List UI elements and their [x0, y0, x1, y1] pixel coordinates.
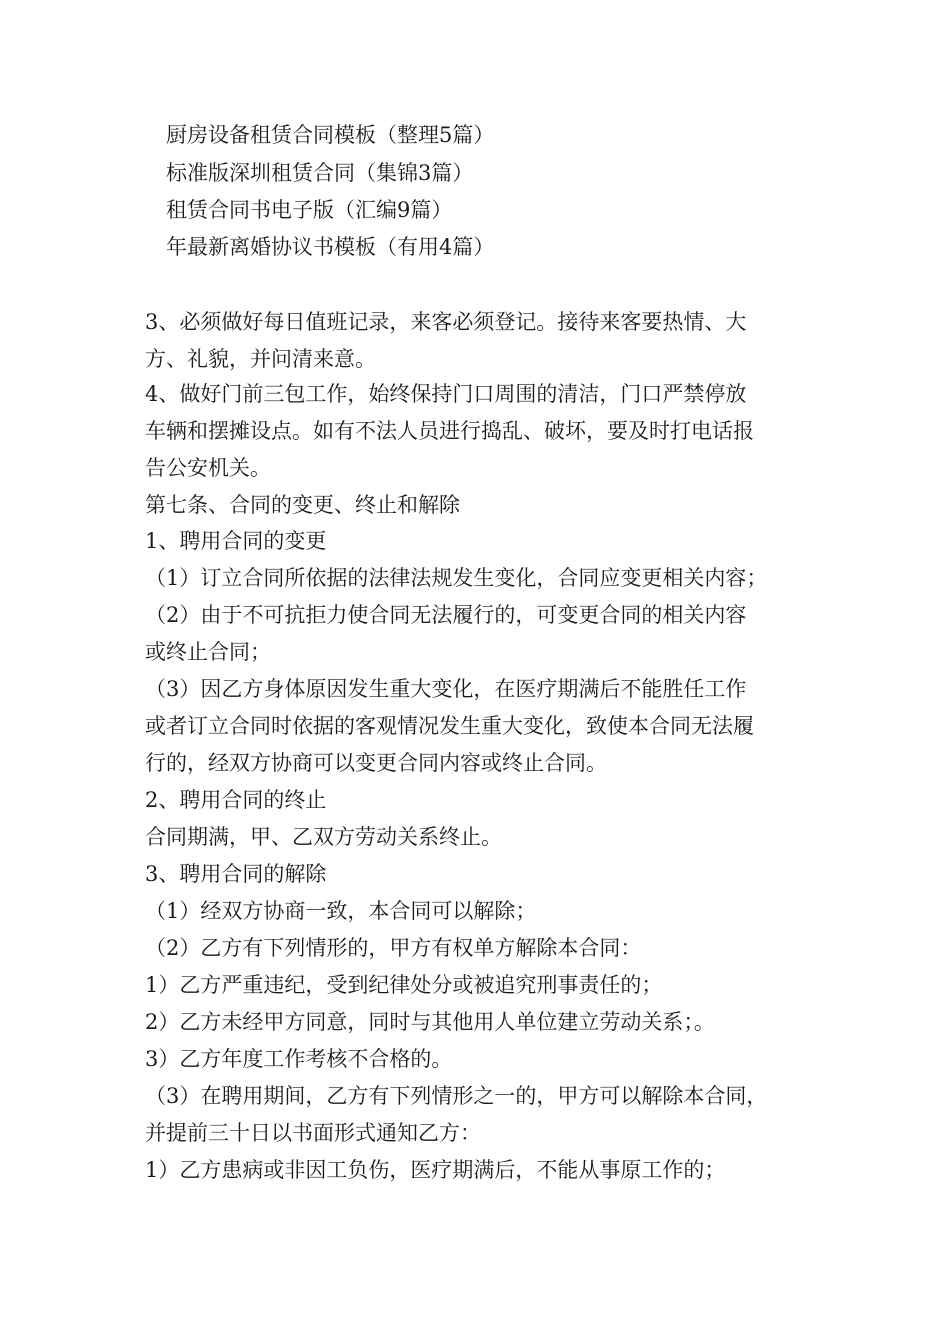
section-heading: 第七条、合同的变更、终止和解除	[145, 493, 460, 517]
body-line: 合同期满，甲、乙双方劳动关系终止。	[145, 825, 502, 849]
body-line: 3、必须做好每日值班记录，来客必须登记。接待来客要热情、大	[145, 310, 747, 334]
related-link-4[interactable]: 年最新离婚协议书模板（有用4篇）	[166, 235, 495, 259]
related-link-3[interactable]: 租赁合同书电子版（汇编9篇）	[166, 198, 453, 222]
body-line: 或终止合同；	[145, 640, 271, 664]
body-line: 1）乙方患病或非因工负伤，医疗期满后，不能从事原工作的；	[145, 1158, 726, 1182]
related-link-1[interactable]: 厨房设备租赁合同模板（整理5篇）	[166, 123, 495, 147]
body-line: 行的，经双方协商可以变更合同内容或终止合同。	[145, 751, 607, 775]
body-line: （1）订立合同所依据的法律法规发生变化，合同应变更相关内容；	[145, 566, 768, 590]
body-line: （2）乙方有下列情形的，甲方有权单方解除本合同：	[145, 936, 642, 960]
body-line: （2）由于不可抗拒力使合同无法履行的，可变更合同的相关内容	[145, 603, 747, 627]
body-line: 2）乙方未经甲方同意，同时与其他用人单位建立劳动关系；。	[145, 1010, 715, 1034]
body-line: 3、聘用合同的解除	[145, 862, 327, 886]
body-line: 告公安机关。	[145, 456, 271, 480]
body-line: （3）因乙方身体原因发生重大变化，在医疗期满后不能胜任工作	[145, 677, 747, 701]
body-line: （1）经双方协商一致，本合同可以解除；	[145, 899, 537, 923]
body-line: 1、聘用合同的变更	[145, 529, 327, 553]
related-link-2[interactable]: 标准版深圳租赁合同（集锦3篇）	[166, 161, 474, 185]
body-line: 3）乙方年度工作考核不合格的。	[145, 1047, 453, 1071]
body-line: （3）在聘用期间，乙方有下列情形之一的，甲方可以解除本合同，	[145, 1084, 768, 1108]
body-line: 2、聘用合同的终止	[145, 788, 327, 812]
body-line: 1）乙方严重违纪，受到纪律处分或被追究刑事责任的；	[145, 973, 663, 997]
body-line: 并提前三十日以书面形式通知乙方：	[145, 1121, 481, 1145]
body-line: 或者订立合同时依据的客观情况发生重大变化，致使本合同无法履	[145, 714, 754, 738]
body-line: 方、礼貌，并问清来意。	[145, 347, 376, 371]
body-line: 4、做好门前三包工作，始终保持门口周围的清洁，门口严禁停放	[145, 382, 747, 406]
body-line: 车辆和摆摊设点。如有不法人员进行捣乱、破坏，要及时打电话报	[145, 419, 754, 443]
